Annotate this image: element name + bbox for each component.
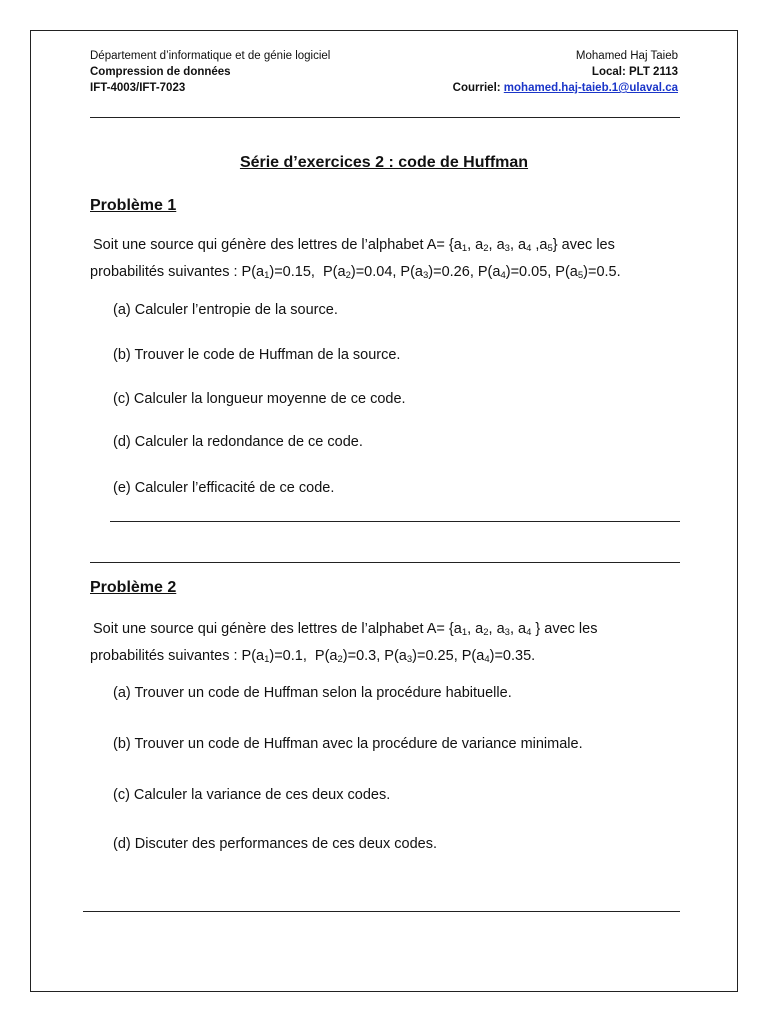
section-divider [90,562,680,563]
office-location: Local: PLT 2113 [591,66,678,78]
problem-1-item-a: (a) Calculer l’entropie de la source. [113,302,338,318]
document-title: Série d’exercices 2 : code de Huffman [239,154,529,171]
problem-1-intro-line-2: probabilités suivantes : $P(a_1)=0.15$, $P(a_2)=0.04$, $P(a_3)=0.26$, $P(a_4)=0.05$, $P(a_5)=0.5$. [90,264,621,281]
header-left-block [90,48,330,96]
problem-1-item-d: (d) Calculer la redondance de ce code. [113,434,363,450]
problem-1-intro-line-1: Soit une source qui génère des lettres de l’alphabet $A= \{a_1$, $a_2$, $a_3$, $a_4$ $,a_5$} avec les [93,237,615,254]
problem-2-item-a: (a) Trouver un code de Huffman selon la procédure habituelle. [113,685,512,701]
problem-1-end-divider [110,521,680,522]
problem-2-item-d: (d) Discuter des performances de ces deux codes. [113,836,437,852]
problem-2-item-b: (b) Trouver un code de Huffman avec la procédure de variance minimale. [113,736,583,752]
problem-1-item-c: (c) Calculer la longueur moyenne de ce code. [113,391,406,407]
problem-2-heading: Problème 2 [90,579,177,596]
problem-2-intro-line-1: Soit une source qui génère des lettres de l’alphabet $A= \{a_1$, $a_2$, $a_3$, $a_4$ } avec les [93,621,598,638]
problem-1-item-e: (e) Calculer l’efficacité de ce code. [113,480,335,496]
footer-divider [83,911,680,912]
problem-2-intro-line-2: probabilités suivantes : $P(a_1)=0.1$, $P(a_2)=0.3$, $P(a_3)=0.25$, $P(a_4)=0.35$. [90,648,536,665]
header-divider [90,117,680,118]
course-code: IFT-4003/IFT-7023 [90,82,186,94]
header-right-block [453,48,678,96]
problem-1-item-b: (b) Trouver le code de Huffman de la source. [113,347,401,363]
email-label: Courriel: [452,82,501,94]
problem-2-item-c: (c) Calculer la variance de ces deux codes. [113,787,391,803]
course-name: Compression de données [90,66,231,78]
email-link[interactable]: mohamed.haj-taieb.1@ulaval.ca [503,82,678,94]
department-name: Département d’informatique et de génie logiciel [90,50,331,62]
author-name: Mohamed Haj Taieb [575,50,678,62]
email-row [453,80,678,96]
problem-1-heading: Problème 1 [90,197,177,214]
